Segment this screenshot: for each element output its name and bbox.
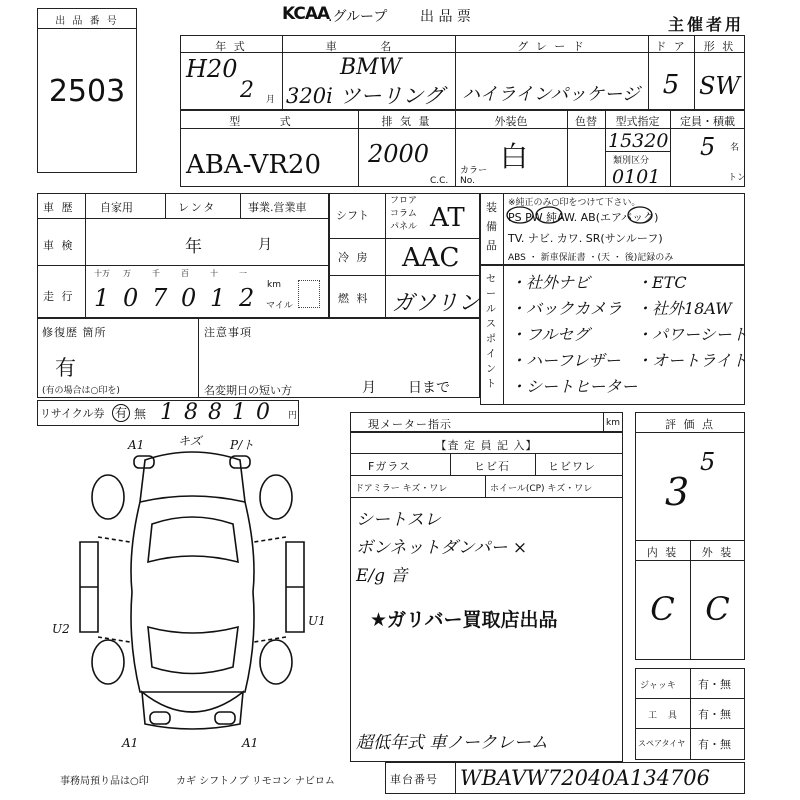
name-change-label: 名変期日の短い方 bbox=[204, 384, 292, 397]
equip-line2: TV. ナビ. カワ. SR(サンルーフ) bbox=[508, 232, 663, 245]
equip-label: 装 備 品 bbox=[486, 201, 499, 252]
recycle-no: 無 bbox=[134, 407, 147, 421]
inspect-year-unit: 年 bbox=[185, 237, 202, 257]
diagram-label: A1 bbox=[122, 736, 139, 750]
inspector-note: E/g 音 bbox=[356, 566, 408, 586]
caution-label: 注意事項 bbox=[204, 326, 252, 339]
crack2-label: ヒビワレ bbox=[548, 460, 596, 473]
fuel-value: ガソリン bbox=[392, 291, 481, 316]
meter-km: km bbox=[606, 418, 620, 428]
lot-number: 2503 bbox=[48, 74, 126, 109]
model-value: 320i ツーリング bbox=[286, 84, 445, 108]
recycle-digit: 8 bbox=[208, 400, 222, 425]
mileage-unit: 千 bbox=[152, 269, 160, 278]
recycle-digit: 8 bbox=[184, 400, 198, 425]
sales-item: ・シートヒーター bbox=[510, 377, 638, 396]
inspect-month-unit: 月 bbox=[258, 237, 272, 253]
sales-item: ・オートライト bbox=[636, 351, 748, 370]
mileage-digit: 2 bbox=[239, 284, 255, 312]
equip-line1: PS PW 純AW. AB(エアバック) bbox=[508, 211, 659, 224]
score-sub: 5 bbox=[700, 448, 716, 476]
interior-label: 内 装 bbox=[646, 546, 679, 559]
cert-value: 15320 bbox=[608, 130, 669, 152]
year-label: 年 式 bbox=[215, 40, 247, 53]
equip-line3: ABS ・ 新車保証書 ・(天 ・ 後)記録のみ bbox=[508, 253, 674, 263]
office-items: カギ シフトノブ リモコン ナビロム bbox=[176, 776, 335, 787]
class-label: 類別区分 bbox=[613, 156, 650, 166]
color-value: 白 bbox=[500, 140, 529, 173]
mile-checkbox[interactable] bbox=[298, 280, 320, 308]
sales-item: ・社外18AW bbox=[636, 299, 732, 318]
color-no-label: カラー No. bbox=[460, 166, 488, 186]
mileage-label: 走 行 bbox=[43, 290, 75, 303]
meter-label: 現メーター指示 bbox=[368, 418, 452, 431]
repair-note: (有の場合は○印を) bbox=[42, 386, 120, 396]
crack1-label: ヒビ石 bbox=[474, 460, 510, 473]
door-value: 5 bbox=[662, 70, 680, 100]
jack-label: ジャッキ bbox=[640, 681, 676, 691]
recycle-yen: 円 bbox=[288, 411, 298, 421]
type-value: ABA-VR20 bbox=[186, 150, 321, 180]
door-label: ド ア bbox=[655, 40, 687, 53]
diagram-label: キズ bbox=[178, 434, 202, 448]
color-label: 外装色 bbox=[494, 115, 528, 128]
ton-unit: トン bbox=[728, 173, 747, 183]
lot-label: 出 品 番 号 bbox=[55, 16, 119, 27]
spare-opt: 有・無 bbox=[698, 738, 731, 751]
office-note: 事務局預り品は○印 bbox=[60, 776, 149, 787]
mileage-unit: 十 bbox=[210, 269, 218, 278]
shift-value: AT bbox=[430, 203, 465, 233]
diagram-label: A1 bbox=[242, 736, 259, 750]
mileage-unit: 万 bbox=[123, 269, 131, 278]
sales-item: ・社外ナビ bbox=[510, 273, 591, 292]
shape-value: SW bbox=[698, 72, 741, 100]
repair-value: 有 bbox=[55, 356, 76, 380]
sales-item: ・フルセグ bbox=[510, 325, 590, 344]
mileage-unit: 百 bbox=[181, 269, 189, 278]
sales-item: ・バックカメラ bbox=[510, 299, 623, 318]
shift-options: フロア コラム パネル bbox=[390, 196, 418, 232]
mirror-label: ドアミラー キズ・ワレ bbox=[355, 484, 448, 494]
logo: KCAA bbox=[282, 4, 330, 24]
history-rent: レンタ bbox=[178, 201, 217, 214]
disp-value: 2000 bbox=[368, 140, 430, 168]
grade-value: ハイラインパッケージ bbox=[462, 84, 640, 105]
history-label: 車 歴 bbox=[43, 201, 75, 214]
aircon-label: 冷 房 bbox=[338, 251, 370, 264]
tool-opt: 有・無 bbox=[698, 708, 731, 721]
recycle-label: リサイクル券 bbox=[40, 407, 105, 420]
inspector-title: 【査 定 員 記 入】 bbox=[435, 439, 538, 452]
mileage-digit: 0 bbox=[123, 284, 139, 312]
shift-label: シフト bbox=[336, 209, 369, 222]
diagram-label: A1 bbox=[128, 438, 145, 452]
type-label: 型 式 bbox=[229, 115, 309, 128]
sales-item: ・ETC bbox=[636, 273, 687, 292]
jack-opt: 有・無 bbox=[698, 678, 731, 691]
exterior-value: C bbox=[705, 590, 730, 628]
aircon-value: AAC bbox=[402, 243, 460, 273]
header-group: .グループ bbox=[328, 9, 388, 25]
history-biz: 事業.営業車 bbox=[248, 201, 307, 214]
sales-item: ・ハーフレザー bbox=[510, 351, 621, 370]
vin-value: WBAVW72040A134706 bbox=[460, 766, 711, 790]
name-change-day: 日まで bbox=[408, 380, 450, 396]
cap-label: 定員・積載 bbox=[680, 115, 735, 128]
km-unit: km bbox=[267, 280, 281, 290]
vin-label: 車台番号 bbox=[390, 773, 438, 786]
car-label: 車 名 bbox=[325, 40, 412, 53]
recolor-label: 色替 bbox=[575, 115, 597, 128]
inspector-note: シートスレ bbox=[356, 510, 441, 530]
diagram-label: U1 bbox=[308, 614, 326, 628]
mile-unit: マイル bbox=[266, 301, 293, 311]
score-value: 3 bbox=[665, 470, 690, 514]
month-value: 2 bbox=[240, 78, 254, 103]
interior-value: C bbox=[650, 590, 675, 628]
repair-label: 修復歴 箇所 bbox=[42, 326, 107, 339]
mileage-digit: 1 bbox=[94, 284, 110, 312]
mileage-unit: 十万 bbox=[94, 269, 110, 278]
name-change-month: 月 bbox=[362, 380, 376, 396]
history-own: 自家用 bbox=[100, 201, 133, 214]
shape-label: 形 状 bbox=[703, 40, 736, 53]
wheel-label: ホイール(CP) キズ・ワレ bbox=[490, 484, 593, 494]
year-value: H20 bbox=[186, 55, 238, 83]
month-unit: 月 bbox=[266, 95, 276, 105]
class-value: 0101 bbox=[612, 166, 661, 188]
maker-value: BMW bbox=[340, 55, 402, 80]
sales-label: セ ー ル ス ポ イ ン ト bbox=[486, 274, 498, 390]
fuel-label: 燃 料 bbox=[338, 292, 370, 305]
disp-label: 排 気 量 bbox=[381, 115, 432, 128]
cc-unit: C.C. bbox=[430, 176, 449, 186]
recycle-yes: 有 bbox=[112, 404, 130, 422]
equip-circles bbox=[480, 193, 745, 265]
mileage-digit: 1 bbox=[210, 284, 226, 312]
gulliver-banner: ★ガリバー買取店出品 bbox=[370, 609, 558, 631]
glass-label: Fガラス bbox=[368, 460, 411, 473]
recycle-digit: 1 bbox=[232, 400, 246, 425]
inspector-note: ボンネットダンパー × bbox=[356, 538, 528, 558]
cap-value: 5 bbox=[700, 133, 716, 161]
car-diagram bbox=[40, 432, 345, 752]
inspect-label: 車 検 bbox=[43, 239, 75, 252]
equip-note: ※純正のみ○印をつけて下さい。 bbox=[508, 198, 641, 208]
mileage-digit: 0 bbox=[181, 284, 197, 312]
recycle-digit: 1 bbox=[160, 400, 174, 425]
score-label: 評 価 点 bbox=[665, 418, 715, 431]
spare-label: スペアタイヤ bbox=[638, 739, 686, 748]
mileage-unit: 一 bbox=[239, 269, 247, 278]
recycle-digit: 0 bbox=[256, 400, 270, 425]
mileage-digit: 7 bbox=[152, 284, 168, 312]
grade-label: グ レ ー ド bbox=[517, 40, 586, 53]
diagram-label: U2 bbox=[52, 622, 70, 636]
cert-label: 型式指定 bbox=[615, 115, 660, 128]
sheet-title: 出 品 票 bbox=[420, 9, 471, 25]
copy-label: 主催者用 bbox=[668, 15, 745, 34]
sales-item: ・パワーシート bbox=[636, 325, 748, 344]
cap-unit: 名 bbox=[730, 143, 740, 153]
frame-note: 超低年式 車ノークレーム bbox=[356, 733, 548, 753]
exterior-label: 外 装 bbox=[701, 546, 734, 559]
diagram-label: P/ト bbox=[230, 438, 255, 452]
tool-label: 工 具 bbox=[648, 711, 681, 721]
